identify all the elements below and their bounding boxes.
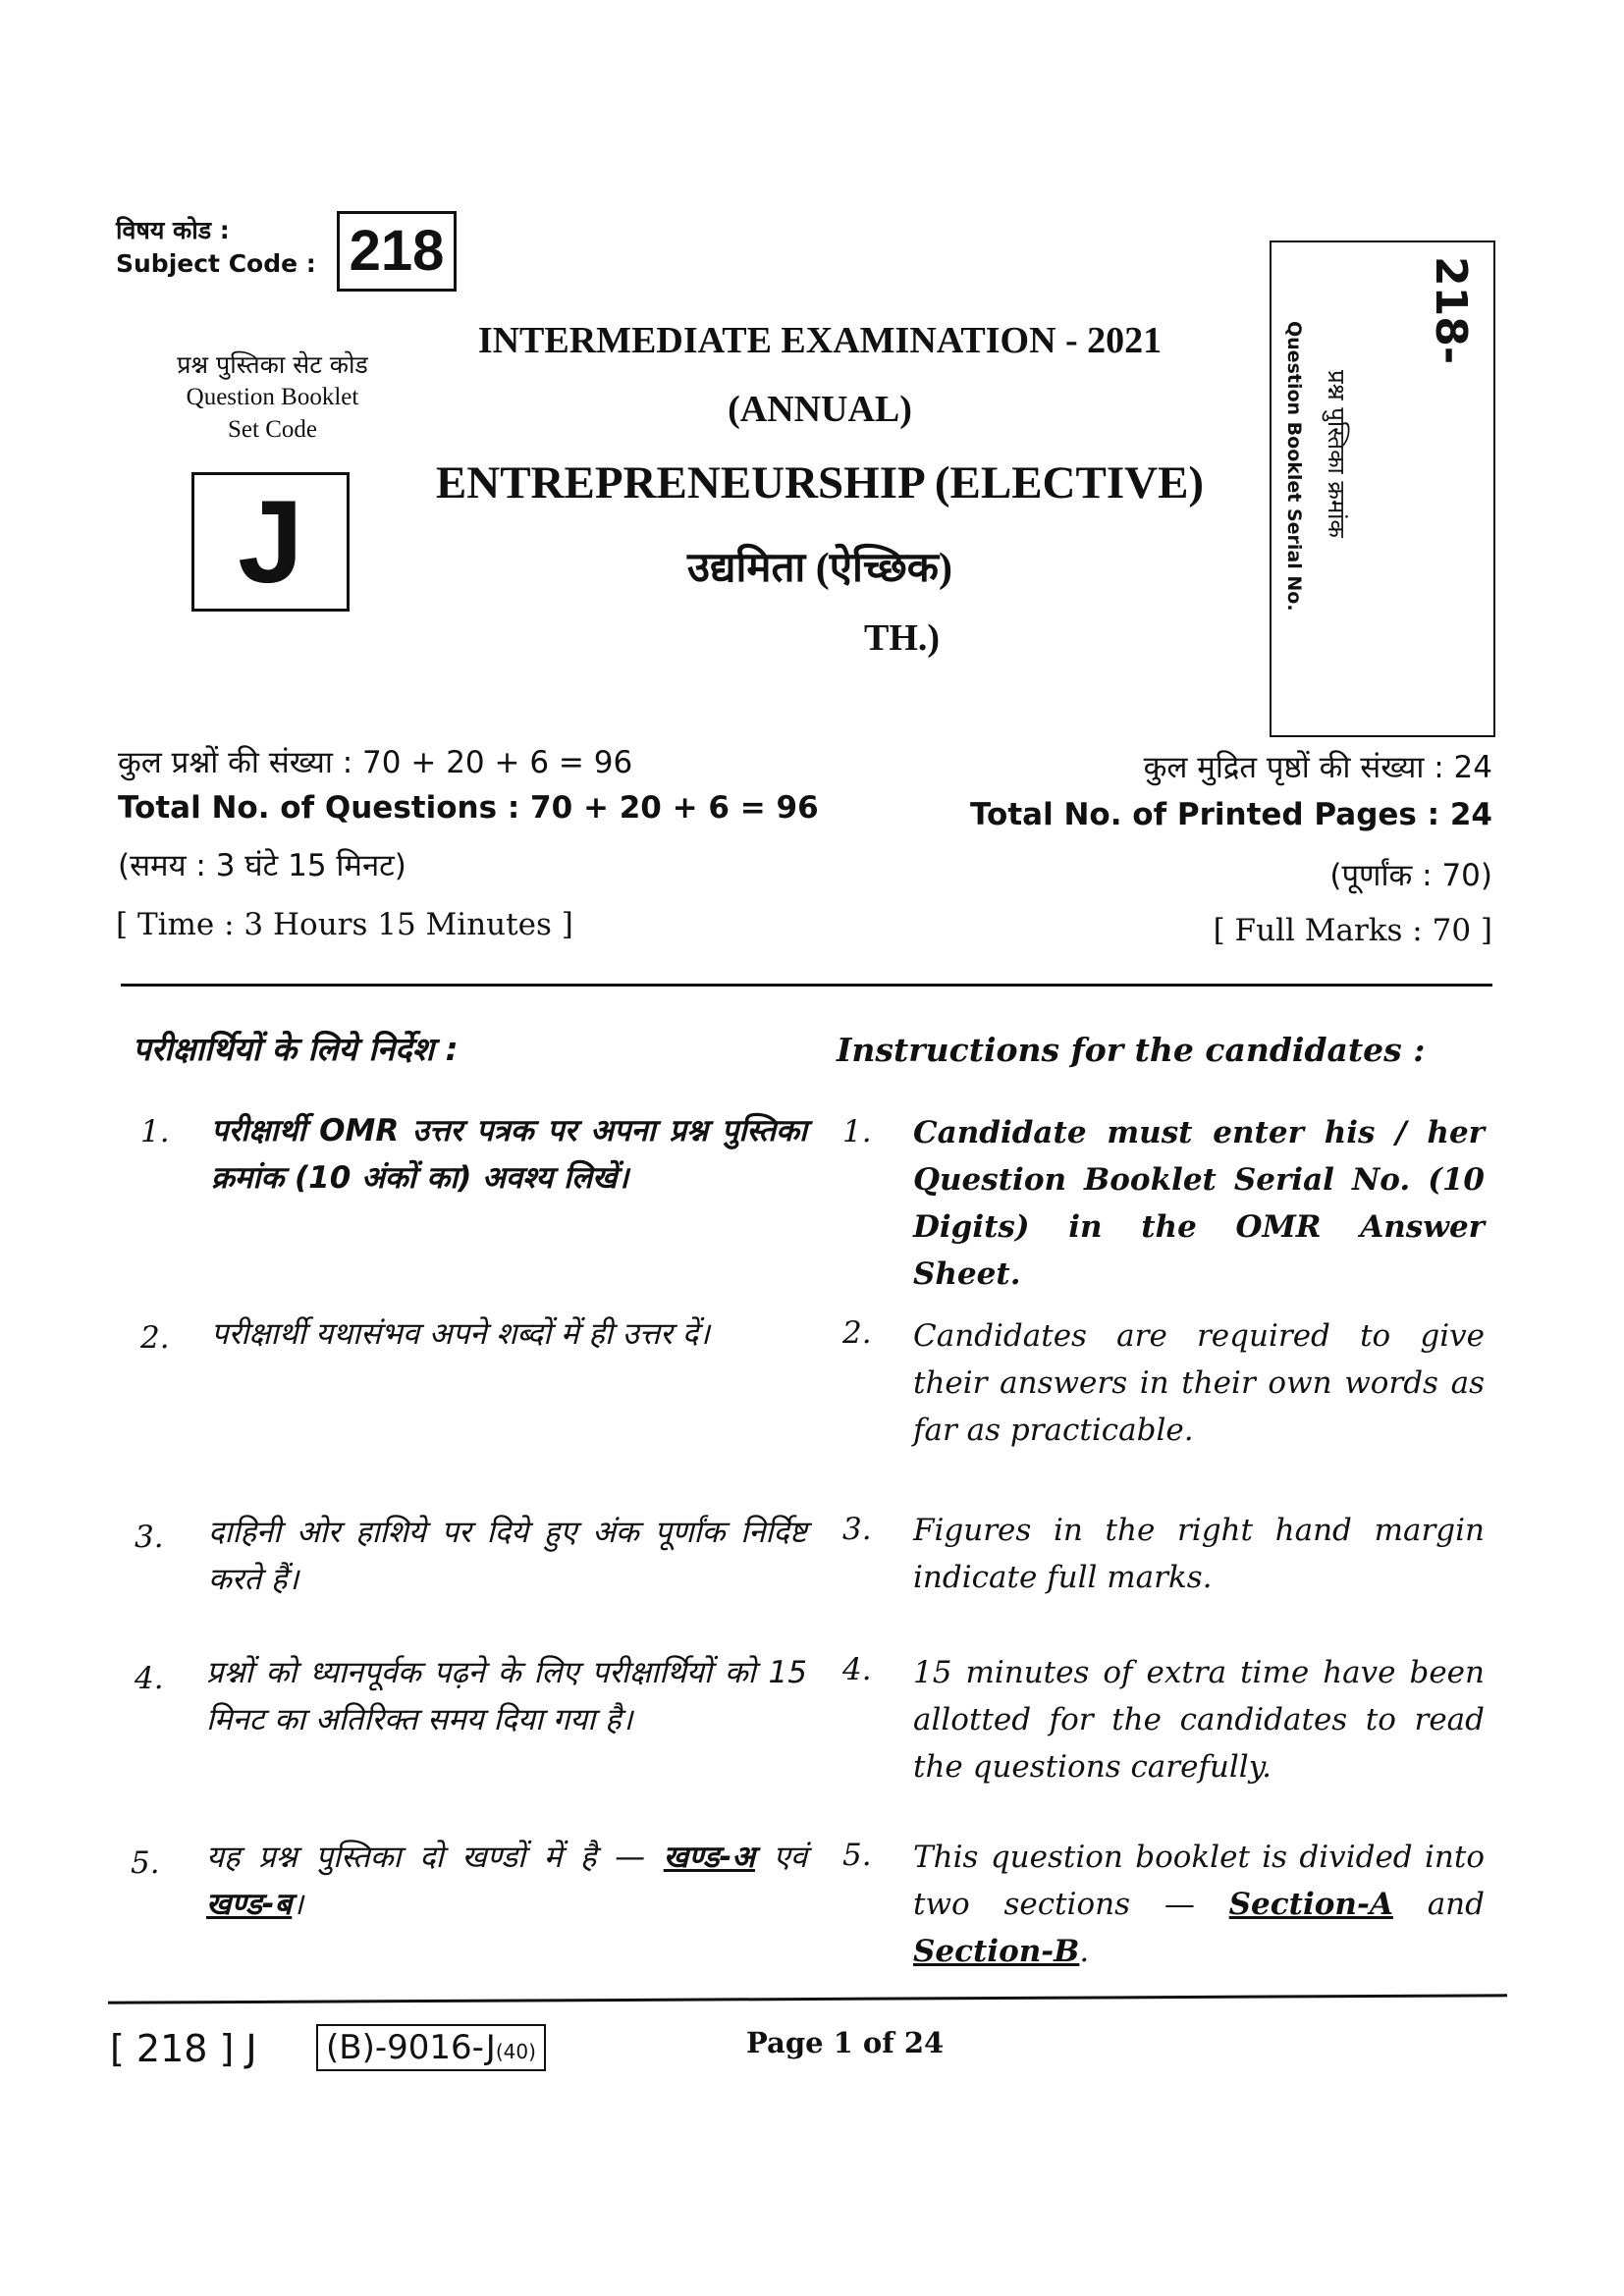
item-number: 4.	[842, 1652, 872, 1687]
item-number: 3.	[135, 1520, 164, 1555]
serial-label-en: Question Booklet Serial No.	[1283, 321, 1305, 612]
instructions-heading-hi: परीक्षार्थियों के लिये निर्देश :	[133, 1030, 459, 1068]
instruction-en: Figures in the right hand margin indicate full marks.	[913, 1513, 1485, 1595]
text: .	[1079, 1934, 1090, 1969]
serial-label-hi: प्रश्न पुस्तिका क्रमांक	[1323, 370, 1350, 538]
item-number: 1.	[842, 1114, 872, 1149]
section-a-en: Section-A	[1228, 1887, 1393, 1922]
item-number: 5.	[131, 1845, 160, 1881]
instruction-en	[913, 1834, 1485, 1975]
serial-number-box[interactable]	[1270, 240, 1495, 737]
text: ।	[292, 1887, 303, 1922]
page-number: Page 1 of 24	[746, 2026, 945, 2059]
item-number: 1.	[140, 1114, 170, 1149]
questions-count-en: Total No. of Questions : 70 + 20 + 6 = 96	[118, 790, 819, 826]
full-marks-en: [ Full Marks : 70 ]	[1213, 913, 1492, 948]
print-code: (B)-9016-J	[326, 2028, 496, 2067]
pages-count-hi: कुल मुद्रित पृष्ठों की संख्या : 24	[1143, 750, 1492, 785]
instruction-en: Candidates are required to give their answers in their own words as far as practicable.	[913, 1318, 1485, 1448]
set-code-label-en: Question Booklet	[186, 384, 359, 410]
questions-count-hi: कुल प्रश्नों की संख्या : 70 + 20 + 6 = 96	[118, 745, 633, 780]
footer-print-code	[316, 2024, 546, 2071]
set-code-label	[137, 348, 407, 446]
set-code-label-hi: प्रश्न पुस्तिका सेट कोड	[177, 350, 368, 379]
section-a-hi: खण्ड-अ	[663, 1840, 755, 1875]
subject-code-box: 218	[337, 211, 457, 292]
item-number: 5.	[842, 1838, 872, 1873]
text: and	[1392, 1887, 1485, 1922]
time-en: [ Time : 3 Hours 15 Minutes ]	[116, 907, 573, 942]
divider	[121, 984, 1492, 987]
item-number: 4.	[135, 1661, 164, 1696]
text: This question booklet is divided into two sections —	[913, 1840, 1485, 1922]
subject-title-hi: उद्यमिता (ऐच्छिक)	[686, 546, 953, 591]
subject-code-label-en: Subject Code :	[116, 249, 316, 278]
instruction-hi: प्रश्नों को ध्यानपूर्वक पढ़ने के लिए परीक्षार्थियों को 15 मिनट का अतिरिक्त समय दिया गया है।	[206, 1655, 807, 1737]
exam-title: INTERMEDIATE EXAMINATION - 2021	[477, 320, 1163, 361]
footer-code: [ 218 ] J	[110, 2027, 257, 2070]
section-b-en: Section-B	[913, 1934, 1080, 1969]
subject-code-label-hi: विषय कोड :	[116, 216, 230, 244]
full-marks-hi: (पूर्णांक : 70)	[1329, 858, 1492, 893]
instruction-hi: दाहिनी ओर हाशिये पर दिये हुए अंक पूर्णांक निर्दिष्ट करते हैं।	[208, 1515, 807, 1597]
text: यह प्रश्न पुस्तिका दो खण्डों में है —	[206, 1840, 664, 1875]
subject-suffix: TH.)	[864, 617, 941, 659]
time-hi: (समय : 3 घंटे 15 मिनट)	[118, 848, 406, 883]
text: एवं	[754, 1840, 808, 1875]
section-b-hi: खण्ड-ब	[206, 1887, 293, 1922]
pages-count-en: Total No. of Printed Pages : 24	[970, 797, 1492, 832]
item-number: 2.	[140, 1320, 170, 1356]
instruction-hi: परीक्षार्थी यथासंभव अपने शब्दों में ही उत्तर दें।	[211, 1316, 710, 1352]
footer-divider	[108, 1994, 1507, 2003]
instruction-hi: परीक्षार्थी OMR उत्तर पत्रक पर अपना प्रश्न पुस्तिका क्रमांक (10 अंकों का) अवश्य लिखें।	[211, 1113, 807, 1196]
serial-code: 218-	[1426, 256, 1476, 365]
instruction-en: Candidate must enter his / her Question Booklet Serial No. (10 Digits) in the OMR Answer Sheet.	[913, 1115, 1485, 1292]
subject-code-label	[116, 214, 316, 281]
item-number: 3.	[842, 1512, 872, 1547]
print-count: (40)	[495, 2040, 536, 2063]
exam-type: (ANNUAL)	[728, 389, 912, 430]
item-number: 2.	[842, 1315, 872, 1351]
set-code-box: J	[191, 472, 350, 612]
instructions-heading-en: Instructions for the candidates :	[837, 1031, 1426, 1069]
instruction-en: 15 minutes of extra time have been allotted for the candidates to read the questions carefully.	[913, 1655, 1485, 1785]
instruction-hi	[206, 1834, 807, 1928]
set-code-label-en-2: Set Code	[228, 416, 317, 443]
subject-title-en: ENTREPRENEURSHIP (ELECTIVE)	[435, 457, 1205, 508]
